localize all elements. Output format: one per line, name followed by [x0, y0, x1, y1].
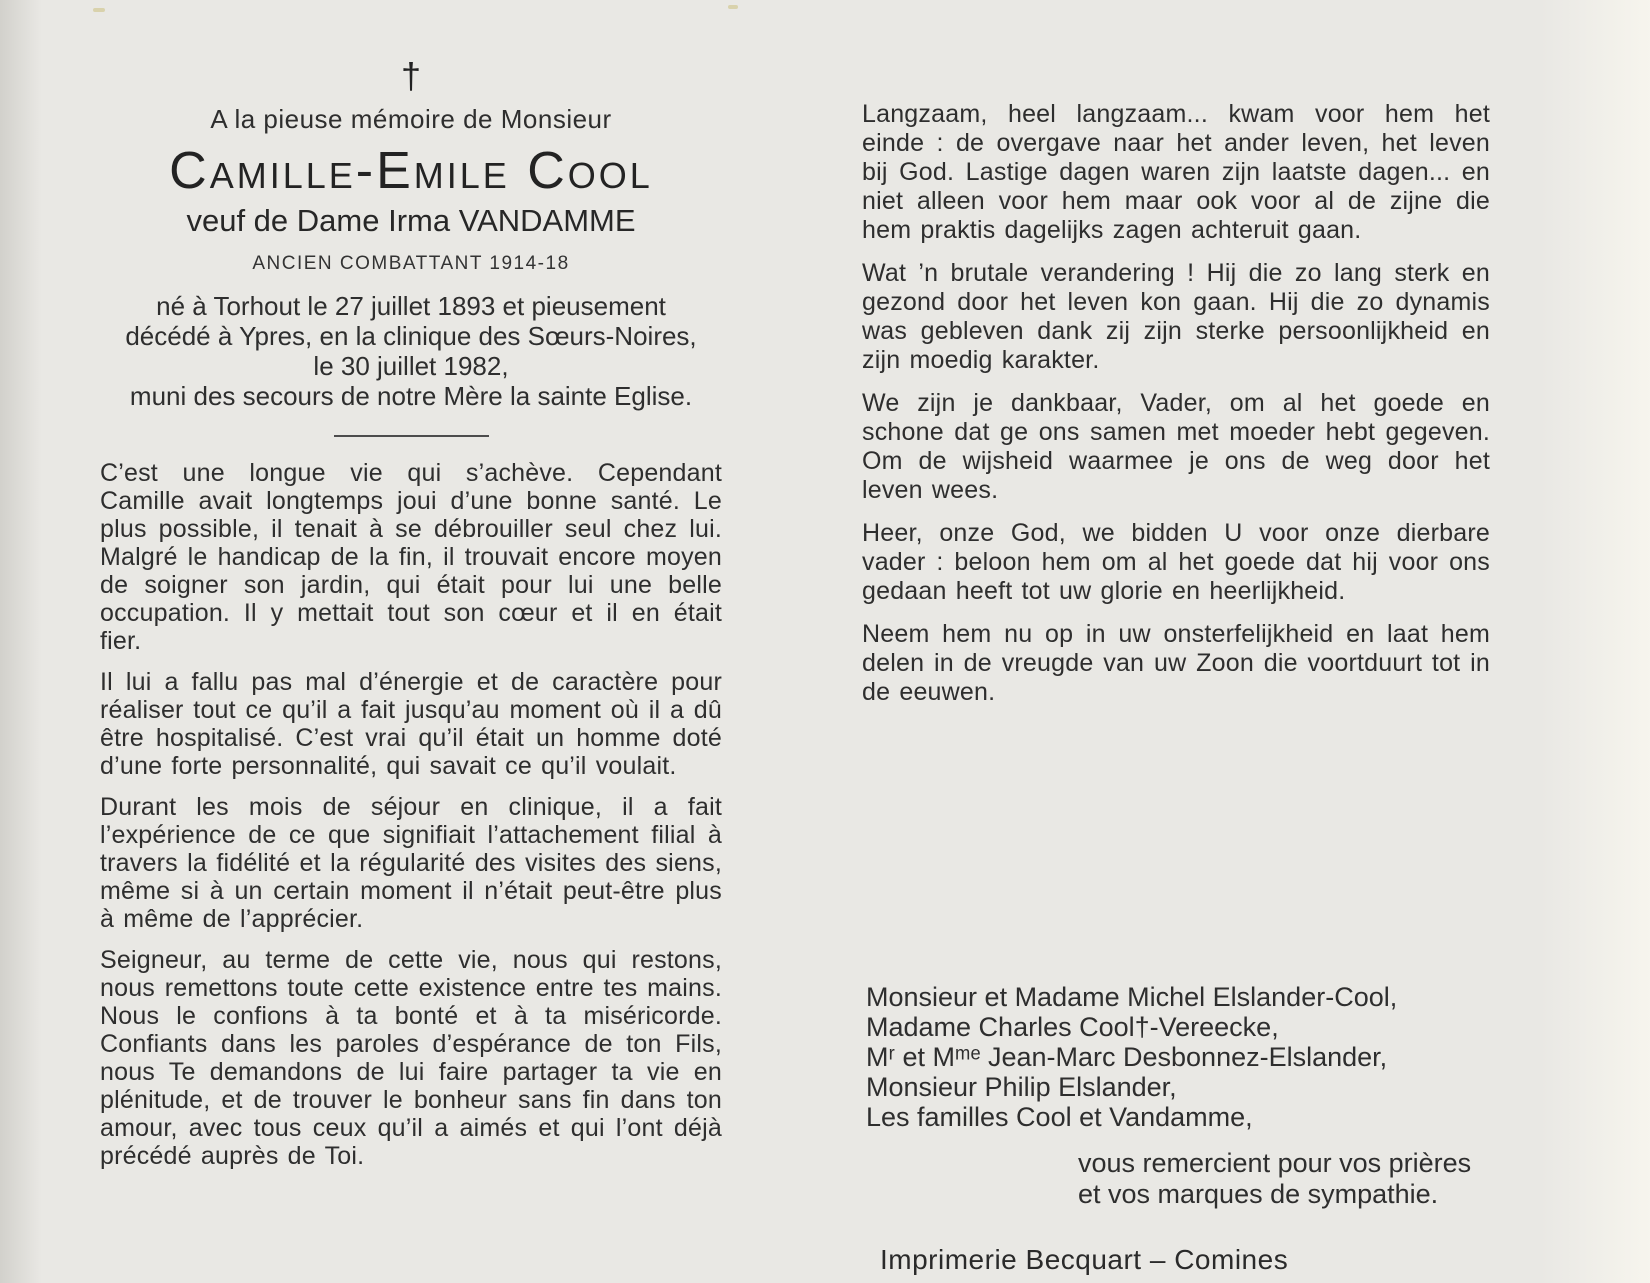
- birth-death-line: le 30 juillet 1982,: [313, 351, 509, 381]
- dutch-paragraph: Heer, onze God, we bidden U voor onze dierbare vader : beloon hem om al het goede dat hij voor ons gedaan heeft tot uw glorie en heerlijkheid.: [862, 519, 1490, 605]
- french-paragraph: Il lui a fallu pas mal d’énergie et de caractère pour réaliser tout ce qu’il a fait jusqu’au moment où il a dû être hospitalisé. C’est vrai qu’il était un homme doté d’une forte personnalité, qui savait ce qu’il voulait.: [100, 668, 722, 780]
- birth-death-line: décédé à Ypres, en la clinique des Sœurs-Noires,: [125, 321, 697, 351]
- french-paragraph: Seigneur, au terme de cette vie, nous qui restons, nous remettons toute cette existence entre tes mains. Nous le confions à ta bonté et à ta miséricorde. Confiants dans les paroles d’espérance de ton Fils, nous Te demandons de lui faire partager ta vie en plénitude, et de trouver le bonheur sans fin dans ton amour, avec tous ceux qu’il a aimés et qui l’ont déjà précédé auprès de Toi.: [100, 946, 722, 1170]
- cross-icon: †: [400, 55, 422, 96]
- birth-death-line: muni des secours de notre Mère la sainte Eglise.: [129, 381, 693, 411]
- dutch-paragraph: Neem hem nu op in uw onsterfelijkheid en laat hem delen in de vreugde van uw Zoon die voortduurt tot in de eeuwen.: [862, 620, 1490, 706]
- thanks-message: [1078, 1148, 1471, 1210]
- family-member-line: Madame Charles Cool†-Vereecke,: [866, 1012, 1279, 1042]
- french-paragraph: Durant les mois de séjour en clinique, il a fait l’expérience de ce que signifiait l’attachement filial à travers la fidélité et la régularité des visites des siens, même si à un certain moment il n’était peut-être plus à même de l’apprécier.: [100, 793, 722, 933]
- thanks-line: vous remercient pour vos prières: [1078, 1148, 1472, 1178]
- left-page-french: [100, 55, 722, 1183]
- section-divider: [334, 435, 489, 437]
- scan-speck: [93, 8, 105, 12]
- dutch-paragraph: We zijn je dankbaar, Vader, om al het goede en schone dat ge ons samen met moeder hebt gegeven. Om de wijsheid waarmee je ons de weg door het leven wees.: [862, 389, 1490, 504]
- dutch-paragraph: Wat ’n brutale verandering ! Hij die zo lang sterk en gezond door het leven kon gaan. Hij die zo dynamis was gebleven dank zij zijn sterke persoonlijkheid en zijn moedig karakter.: [862, 259, 1490, 374]
- family-member-line: Monsieur Philip Elslander,: [866, 1072, 1177, 1102]
- thanks-line: et vos marques de sympathie.: [1078, 1179, 1439, 1209]
- birth-death-line: né à Torhout le 27 juillet 1893 et pieusement: [156, 291, 666, 321]
- printer-credit: Imprimerie Becquart – Comines: [880, 1244, 1289, 1275]
- scan-edge-right: [1540, 0, 1650, 1283]
- deceased-name: Camille-Emile Cool: [169, 142, 653, 200]
- scan-speck: [728, 5, 738, 9]
- family-member-line: Les familles Cool et Vandamme,: [866, 1102, 1253, 1132]
- family-member-line: Monsieur et Madame Michel Elslander-Cool,: [866, 982, 1398, 1012]
- birth-death-block: [100, 291, 722, 411]
- widower-line: veuf de Dame Irma VANDAMME: [186, 203, 636, 238]
- veteran-line: ANCIEN COMBATTANT 1914-18: [252, 253, 570, 274]
- dedication-line: A la pieuse mémoire de Monsieur: [210, 104, 612, 134]
- dutch-paragraph: Langzaam, heel langzaam... kwam voor hem het einde : de overgave naar het ander leven, het leven bij God. Lastige dagen waren zijn laatste dagen... en niet alleen voor hem maar ook voor al de zijne die hem praktis dagelijks zagen achteruit gaan.: [862, 100, 1490, 244]
- right-page-dutch: [862, 100, 1490, 721]
- scan-edge-left: [0, 0, 42, 1283]
- french-paragraph: C’est une longue vie qui s’achève. Cependant Camille avait longtemps joui d’une bonne santé. Le plus possible, il tenait à se débrouiller seul chez lui. Malgré le handicap de la fin, il trouvait encore moyen de soigner son jardin, qui était pour lui une belle occupation. Il y mettait tout son cœur et il en était fier.: [100, 459, 722, 655]
- family-list: [866, 982, 1506, 1132]
- family-member-line: Mʳ et Mᵐᵉ Jean-Marc Desbonnez-Elslander,: [866, 1042, 1388, 1072]
